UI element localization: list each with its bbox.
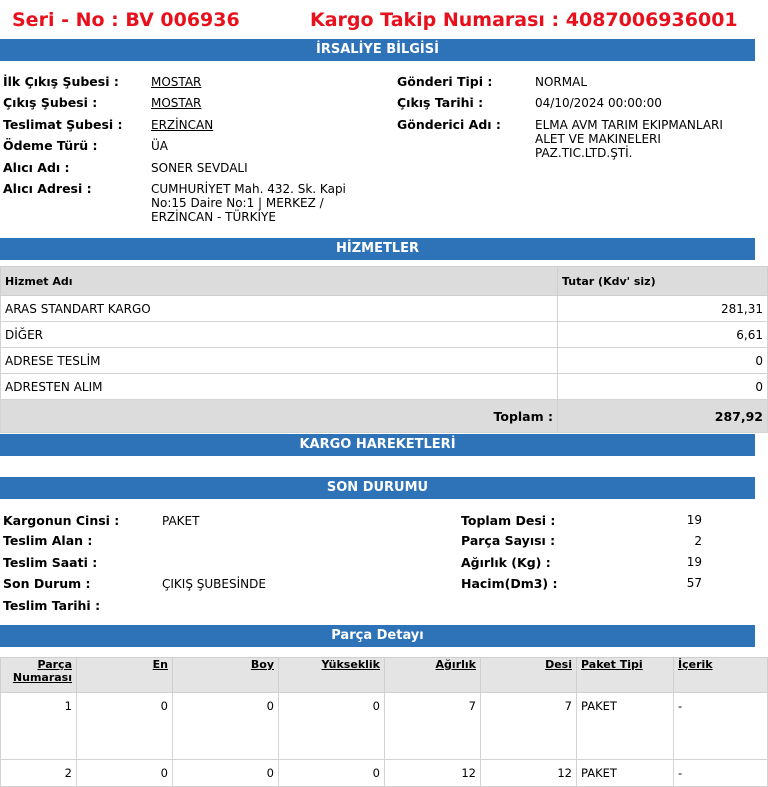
page-header (0, 6, 768, 36)
col-yukseklik[interactable]: Yükseklik (279, 658, 385, 693)
section-parca-detayi-title: Parça Detayı (0, 625, 755, 647)
gonderi-tipi-label: Gönderi Tipi : (397, 74, 493, 89)
col-parca-l2: Numarası (12, 671, 72, 684)
parca-value: 2 (694, 534, 702, 548)
service-amount: 6,61 (558, 322, 768, 348)
section-irsaliye-title: İRSALİYE BİLGİSİ (0, 39, 755, 61)
gonderi-tipi-value: NORMAL (535, 75, 588, 89)
col-desi[interactable]: Desi (481, 658, 577, 693)
section-hareketler-title: KARGO HAREKETLERİ (0, 434, 755, 456)
table-row (1, 760, 768, 787)
gonderici-line: ALET VE MAKINELERI (535, 132, 661, 146)
service-amount: 0 (558, 348, 768, 374)
part-boy: 0 (173, 693, 279, 760)
part-yukseklik: 0 (279, 693, 385, 760)
seri-no: Seri - No : BV 006936 (12, 9, 240, 31)
service-name: ARAS STANDART KARGO (1, 296, 558, 322)
service-name: ADRESE TESLİM (1, 348, 558, 374)
part-tip: PAKET (577, 760, 674, 787)
cikis-label: Çıkış Şubesi : (3, 95, 98, 110)
gonderici-line: PAZ.TIC.LTD.ŞTİ. (535, 146, 633, 160)
table-row (1, 374, 768, 400)
parts-header-row (1, 658, 768, 693)
col-paket-tipi[interactable]: Paket Tipi (577, 658, 674, 693)
part-no: 2 (1, 760, 77, 787)
teslimat-link[interactable]: ERZİNCAN (151, 118, 214, 132)
alici-adresi-line: ERZİNCAN - TÜRKİYE (151, 210, 276, 224)
col-parca-l1: Parça (37, 658, 72, 671)
alici-adresi-line: CUMHURİYET Mah. 432. Sk. Kapi (151, 182, 346, 196)
alici-adresi-label: Alıcı Adresi : (3, 181, 92, 196)
part-no: 1 (1, 693, 77, 760)
part-desi: 7 (481, 693, 577, 760)
part-icerik: - (674, 760, 768, 787)
table-row (1, 322, 768, 348)
hacim-label: Hacim(Dm3) : (461, 576, 558, 591)
service-name: ADRESTEN ALIM (1, 374, 558, 400)
service-amount: 0 (558, 374, 768, 400)
son-durum-label: Son Durum : (3, 576, 91, 591)
section-son-durum-title: SON DURUMU (0, 477, 755, 499)
gonderici-line: ELMA AVM TARIM EKIPMANLARI (535, 118, 723, 132)
alici-adresi-line: No:15 Daire No:1 | MERKEZ / (151, 196, 324, 210)
tracking-number: Kargo Takip Numarası : 4087006936001 (310, 9, 738, 31)
part-agirlik: 12 (385, 760, 481, 787)
odeme-label: Ödeme Türü : (3, 138, 98, 153)
part-desi: 12 (481, 760, 577, 787)
odeme-value: ÜA (151, 139, 168, 153)
col-boy[interactable]: Boy (173, 658, 279, 693)
gonderici-label: Gönderici Adı : (397, 117, 501, 132)
services-header-row (1, 267, 768, 296)
ilk-cikis-label: İlk Çıkış Şubesi : (3, 74, 119, 89)
col-agirlik[interactable]: Ağırlık (385, 658, 481, 693)
table-row (1, 693, 768, 760)
part-agirlik: 7 (385, 693, 481, 760)
desi-value: 19 (686, 513, 702, 527)
part-boy: 0 (173, 760, 279, 787)
alici-adresi-value (151, 182, 346, 224)
service-amount: 281,31 (558, 296, 768, 322)
cikis-link[interactable]: MOSTAR (151, 96, 202, 110)
alici-adi-value: SONER SEVDALI (151, 161, 248, 175)
cins-value: PAKET (162, 514, 200, 528)
gonderici-value (535, 118, 723, 160)
col-icerik[interactable]: İçerik (674, 658, 768, 693)
teslim-tarihi-label: Teslim Tarihi : (3, 598, 101, 613)
col-parca-numarasi[interactable] (1, 658, 77, 693)
total-value: 287,92 (558, 400, 768, 433)
service-name: DİĞER (1, 322, 558, 348)
ilk-cikis-link[interactable]: MOSTAR (151, 75, 202, 89)
parca-label: Parça Sayısı : (461, 533, 556, 548)
alici-adi-label: Alıcı Adı : (3, 160, 70, 175)
agirlik-label: Ağırlık (Kg) : (461, 555, 551, 570)
part-tip: PAKET (577, 693, 674, 760)
cins-label: Kargonun Cinsi : (3, 513, 120, 528)
col-tutar: Tutar (Kdv' siz) (558, 267, 768, 296)
son-durum-value: ÇIKIŞ ŞUBESİNDE (162, 577, 266, 591)
section-hizmetler-title: HİZMETLER (0, 238, 755, 260)
desi-label: Toplam Desi : (461, 513, 556, 528)
col-en[interactable]: En (77, 658, 173, 693)
teslimat-label: Teslimat Şubesi : (3, 117, 123, 132)
services-table (0, 266, 768, 433)
agirlik-value: 19 (686, 555, 702, 569)
cikis-tarihi-value: 04/10/2024 00:00:00 (535, 96, 662, 110)
part-en: 0 (77, 760, 173, 787)
table-row (1, 296, 768, 322)
teslim-saati-label: Teslim Saati : (3, 555, 98, 570)
teslim-alan-label: Teslim Alan : (3, 533, 93, 548)
hacim-value: 57 (686, 576, 702, 590)
part-yukseklik: 0 (279, 760, 385, 787)
services-total-row (1, 400, 768, 433)
col-hizmet-adi: Hizmet Adı (1, 267, 558, 296)
part-en: 0 (77, 693, 173, 760)
cikis-tarihi-label: Çıkış Tarihi : (397, 95, 484, 110)
part-icerik: - (674, 693, 768, 760)
table-row (1, 348, 768, 374)
total-label: Toplam : (1, 400, 558, 433)
